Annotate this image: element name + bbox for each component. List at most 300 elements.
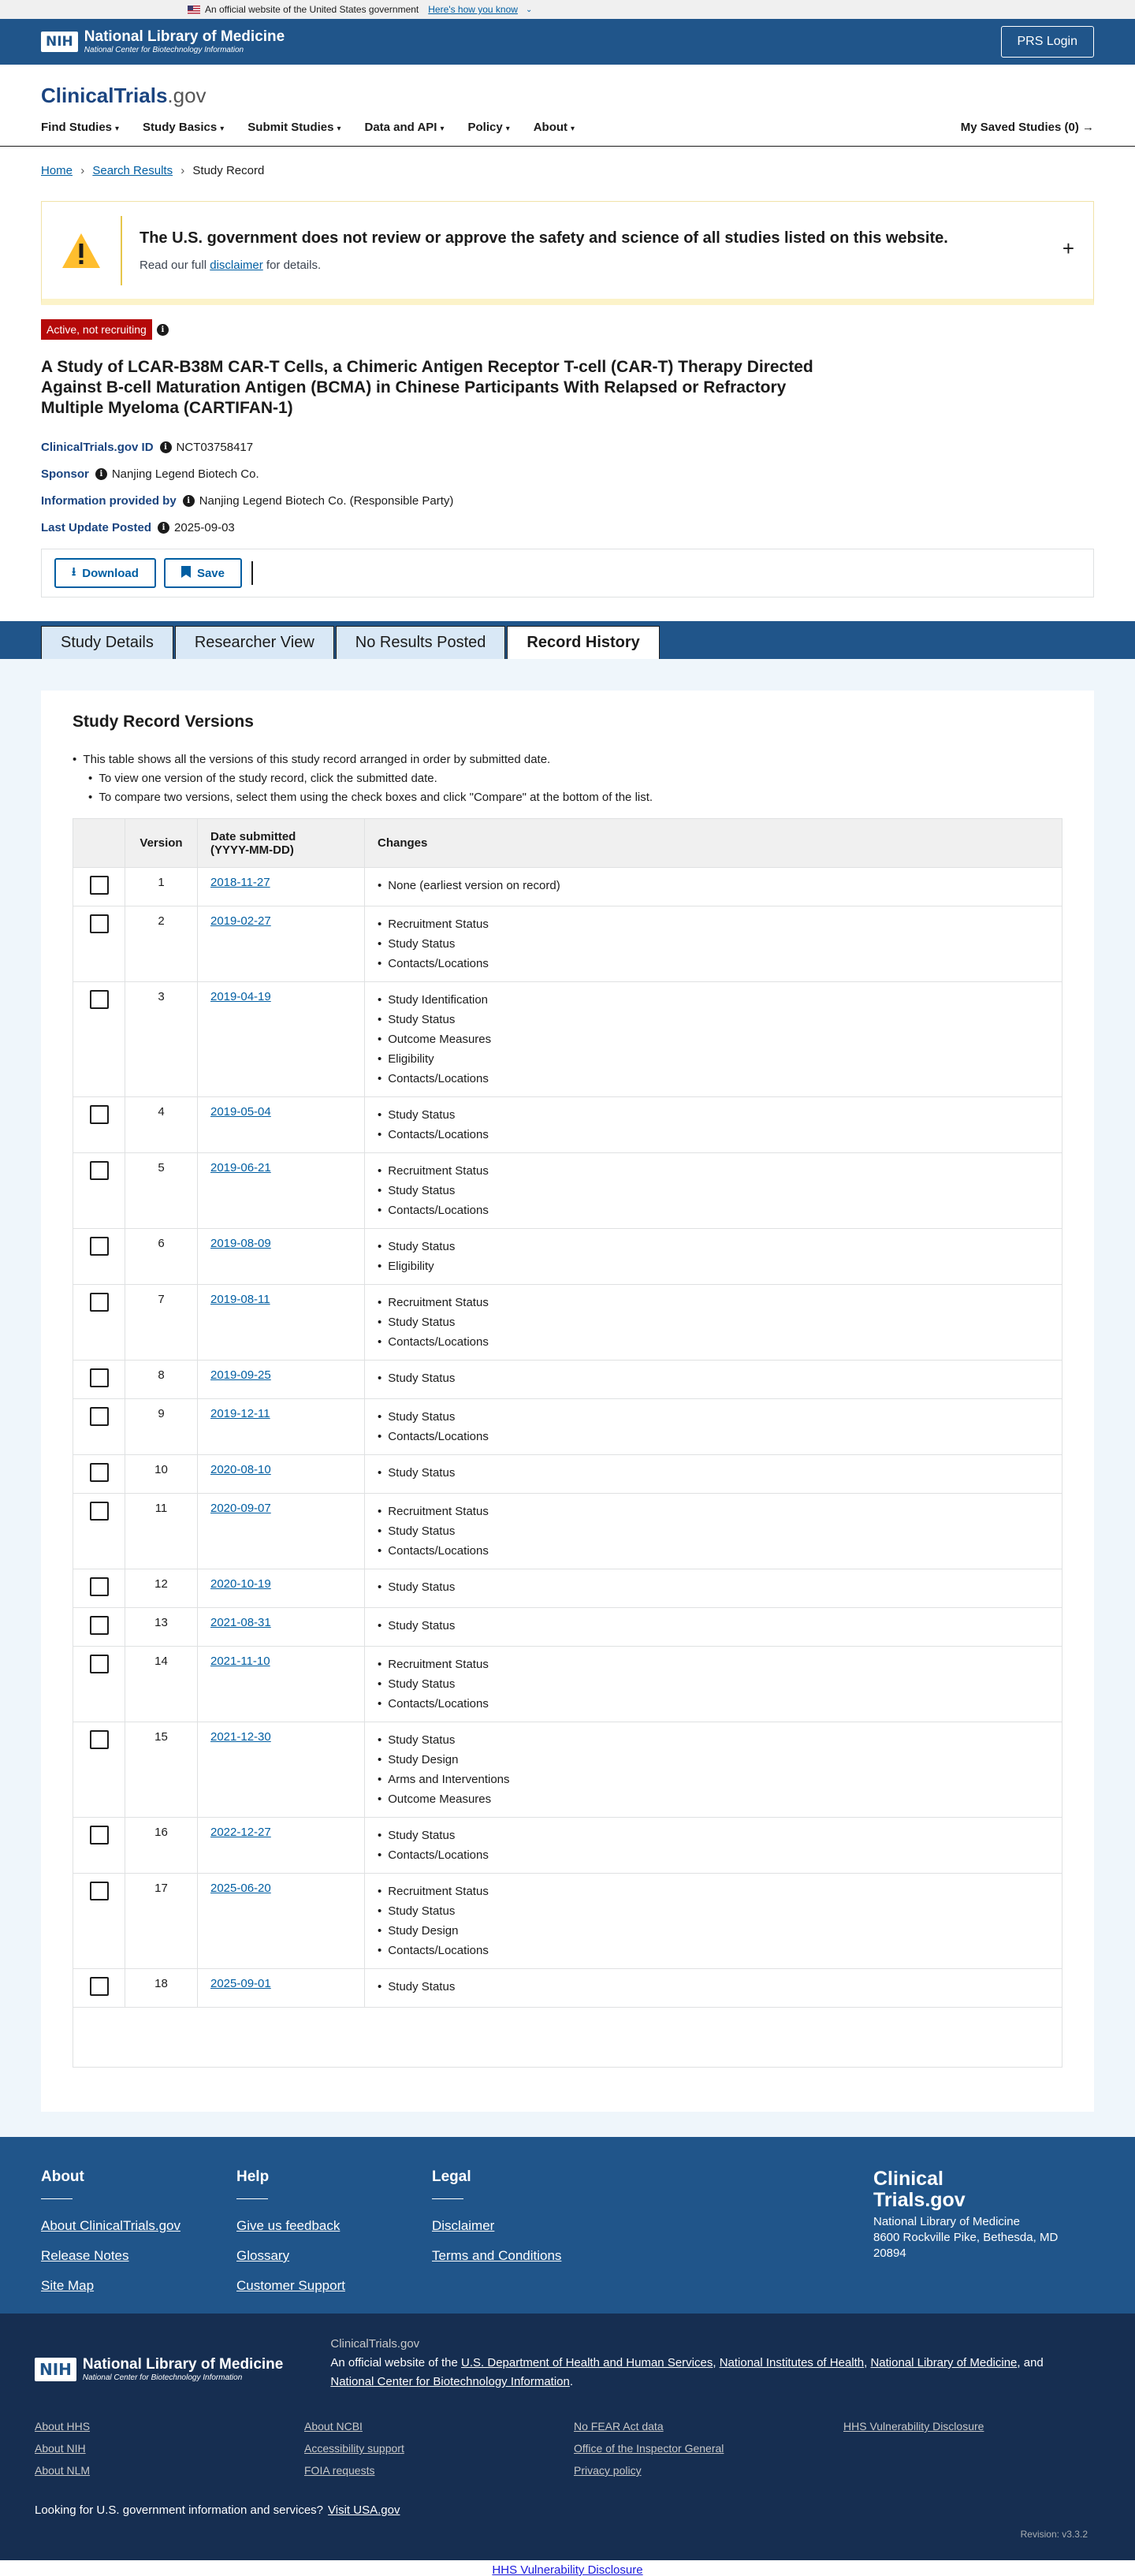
nav-item-policy[interactable]: Policy ▾ <box>467 121 510 134</box>
footer-link[interactable]: About ClinicalTrials.gov <box>41 2218 180 2233</box>
change-item: • Arms and Interventions <box>378 1770 1049 1789</box>
footer-identifier-link[interactable]: About NIH <box>35 2442 86 2455</box>
chevron-down-icon: ▾ <box>337 125 341 133</box>
version-number: 15 <box>125 1722 198 1818</box>
version-number: 13 <box>125 1608 198 1647</box>
chevron-down-icon: ▾ <box>440 125 445 133</box>
info-icon[interactable]: i <box>183 495 195 507</box>
changes-cell <box>365 1647 1062 1722</box>
table-row <box>73 1455 1062 1494</box>
change-item: • Contacts/Locations <box>378 1427 1049 1446</box>
footer-link[interactable]: Disclaimer <box>432 2218 495 2233</box>
select-cell <box>73 1229 125 1285</box>
footer-identifier-link[interactable]: About NLM <box>35 2464 91 2477</box>
select-cell <box>73 1153 125 1229</box>
main-content <box>0 659 1135 2137</box>
changes-cell <box>365 1285 1062 1361</box>
version-date-link[interactable]: 2020-09-07 <box>210 1502 271 1515</box>
changes-list <box>378 1105 1049 1145</box>
change-item: • Study Design <box>378 1750 1049 1770</box>
version-number: 8 <box>125 1361 198 1399</box>
date-cell <box>198 1361 365 1399</box>
change-item: • Study Status <box>378 1674 1049 1694</box>
changes-cell <box>365 1818 1062 1874</box>
bookmark-icon <box>181 566 191 581</box>
table-row <box>73 1722 1062 1818</box>
version-number: 18 <box>125 1969 198 2008</box>
nih-link[interactable]: National Institutes of Health <box>719 2356 865 2369</box>
footer-identifier-link[interactable]: HHS Vulnerability Disclosure <box>843 2420 984 2433</box>
select-cell <box>73 1361 125 1399</box>
footer-identifier-link <box>843 2442 1080 2455</box>
nlm-header <box>0 19 1135 65</box>
version-date-link[interactable]: 2025-06-20 <box>210 1882 271 1895</box>
date-cell <box>198 868 365 906</box>
change-item: • Contacts/Locations <box>378 1845 1049 1865</box>
version-number: 9 <box>125 1399 198 1455</box>
footer-link[interactable]: Site Map <box>41 2278 95 2293</box>
versions-intro <box>73 750 1062 807</box>
version-date-link[interactable]: 2021-12-30 <box>210 1730 271 1744</box>
footer-rule <box>41 2198 73 2199</box>
heres-how-you-know-link[interactable]: Here's how you know <box>428 4 518 15</box>
date-cell <box>198 1494 365 1569</box>
change-item: • Study Status <box>378 1312 1049 1332</box>
changes-list <box>378 1882 1049 1960</box>
nav-item-data-and-api[interactable]: Data and API ▾ <box>364 121 445 134</box>
version-date-link[interactable]: 2019-06-21 <box>210 1161 271 1174</box>
changes-list <box>378 1502 1049 1561</box>
changes-cell <box>365 1153 1062 1229</box>
expand-plus-icon[interactable]: + <box>1062 236 1074 260</box>
version-date-link[interactable]: 2021-08-31 <box>210 1616 271 1629</box>
footer-logo[interactable]: Clinical Trials.gov <box>873 2168 966 2211</box>
status-badge: Active, not recruiting <box>41 319 152 340</box>
version-number: 14 <box>125 1647 198 1722</box>
chevron-down-icon: ▾ <box>115 125 120 133</box>
intro-bullet: • To view one version of the study record, click the submitted date. <box>73 769 1062 788</box>
version-date-link[interactable]: 2019-12-11 <box>210 1407 270 1420</box>
date-cell <box>198 1455 365 1494</box>
intro-text: • This table shows all the versions of this study record arranged in order by submitted date. <box>73 750 1062 769</box>
change-item: • Contacts/Locations <box>378 1941 1049 1960</box>
meta-label: Information provided by <box>41 494 177 508</box>
table-row <box>73 1818 1062 1874</box>
footer-identifier-link[interactable]: Privacy policy <box>574 2464 642 2477</box>
change-item: • Eligibility <box>378 1256 1049 1276</box>
usagov-section: Looking for U.S. government information and services? Visit USA.gov <box>35 2503 400 2517</box>
column-header-version: Version <box>125 819 198 868</box>
change-item: • Study Design <box>378 1921 1049 1941</box>
version-checkbox[interactable] <box>90 1616 109 1635</box>
select-cell <box>73 982 125 1097</box>
breadcrumb-separator: › <box>180 164 185 177</box>
change-item: • Recruitment Status <box>378 1502 1049 1521</box>
version-checkbox[interactable] <box>90 1293 109 1312</box>
version-date-link[interactable]: 2022-12-27 <box>210 1826 271 1839</box>
change-item: • Study Status <box>378 1463 1049 1483</box>
version-checkbox[interactable] <box>90 1237 109 1256</box>
download-button[interactable]: ⭳ Download <box>54 558 156 588</box>
info-icon[interactable]: i <box>160 441 172 453</box>
version-number: 1 <box>125 868 198 906</box>
footer-brand <box>873 2168 1094 2282</box>
change-item: • Eligibility <box>378 1049 1049 1069</box>
meta-label: Sponsor <box>41 467 89 481</box>
changes-cell <box>365 1969 1062 2008</box>
my-saved-studies-link[interactable]: My Saved Studies (0) → <box>960 121 1094 134</box>
revision-text: Revision: v3.3.2 <box>1020 2529 1088 2540</box>
version-checkbox[interactable] <box>90 1105 109 1124</box>
date-cell <box>198 982 365 1097</box>
version-number: 3 <box>125 982 198 1097</box>
footer-links <box>35 2420 1100 2477</box>
change-item: • Recruitment Status <box>378 1655 1049 1674</box>
nlm-subtitle: National Center for Biotechnology Information <box>84 46 244 54</box>
study-meta <box>0 441 1135 534</box>
version-checkbox[interactable] <box>90 1463 109 1482</box>
footer-identifier-link[interactable]: No FEAR Act data <box>574 2420 664 2433</box>
meta-row <box>41 494 1094 508</box>
footer-col-title: Help <box>236 2168 270 2185</box>
footer-description: ClinicalTrials.gov An official website of the U.S. Department of Health and Human Services, National Institutes of Health, National Library of Medicine, and National Center for Biotechnology Information. <box>330 2337 1044 2388</box>
hhs-vulnerability-link[interactable]: HHS Vulnerability Disclosure <box>492 2563 643 2576</box>
site-logo[interactable]: ClinicalTrials.gov <box>41 84 207 107</box>
meta-value: NCT03758417 <box>176 441 254 454</box>
warning-icon <box>42 232 121 270</box>
footer-link[interactable]: Release Notes <box>41 2248 129 2263</box>
nlm-link[interactable]: National Library of Medicine <box>870 2356 1018 2369</box>
change-item: • Study Status <box>378 1901 1049 1921</box>
bottom-vulnerability-link-wrap <box>0 2560 1135 2576</box>
disclaimer-alert <box>41 201 1094 305</box>
date-cell <box>198 1229 365 1285</box>
footer-address: National Library of Medicine 8600 Rockville Pike, Bethesda, MD 20894 <box>873 2215 1059 2260</box>
changes-list <box>378 914 1049 973</box>
footer-col-legal <box>432 2168 627 2282</box>
version-number: 4 <box>125 1097 198 1153</box>
version-checkbox[interactable] <box>90 1882 109 1900</box>
table-row <box>73 1874 1062 1969</box>
change-item: • None (earliest version on record) <box>378 876 1049 895</box>
prs-login-button[interactable]: PRS Login <box>1001 26 1095 58</box>
record-history-card <box>41 691 1094 2112</box>
date-cell <box>198 1097 365 1153</box>
version-number: 6 <box>125 1229 198 1285</box>
select-cell <box>73 1818 125 1874</box>
change-item: • Study Status <box>378 1368 1049 1388</box>
meta-row <box>41 467 1094 481</box>
footer-identifier-link[interactable]: About HHS <box>35 2420 91 2433</box>
version-date-link[interactable]: 2019-05-04 <box>210 1105 271 1119</box>
changes-list <box>378 1237 1049 1276</box>
footer-rule <box>236 2198 268 2199</box>
breadcrumb-home[interactable]: Home <box>41 164 73 177</box>
changes-list <box>378 990 1049 1089</box>
changes-list <box>378 1977 1049 1997</box>
version-checkbox[interactable] <box>90 1407 109 1426</box>
breadcrumb-separator: › <box>80 164 85 177</box>
date-cell <box>198 1285 365 1361</box>
footer-col-title: About <box>41 2168 84 2185</box>
chevron-down-icon: ⌄ <box>525 5 533 14</box>
column-header-changes: Changes <box>365 819 1062 868</box>
change-item: • Study Status <box>378 1181 1049 1201</box>
version-date-link[interactable]: 2019-08-11 <box>210 1293 270 1306</box>
changes-cell <box>365 1494 1062 1569</box>
chevron-down-icon: ▾ <box>571 125 575 133</box>
changes-list <box>378 1826 1049 1865</box>
change-item: • Study Status <box>378 1010 1049 1029</box>
main-nav <box>41 121 1094 134</box>
study-actions <box>41 549 1094 597</box>
version-number: 16 <box>125 1818 198 1874</box>
column-header-select <box>73 819 125 868</box>
table-row <box>73 1097 1062 1153</box>
date-cell <box>198 1399 365 1455</box>
change-item: • Contacts/Locations <box>378 1332 1049 1352</box>
nlm-title: National Library of Medicine <box>84 28 285 45</box>
footer-link[interactable]: Customer Support <box>236 2278 345 2293</box>
version-checkbox[interactable] <box>90 1368 109 1387</box>
tab-record-history[interactable]: Record History <box>507 626 659 659</box>
table-row <box>73 1969 1062 2008</box>
info-icon[interactable]: i <box>157 324 169 336</box>
date-cell <box>198 1647 365 1722</box>
version-date-link[interactable]: 2025-09-01 <box>210 1977 271 1990</box>
nlm-logo[interactable] <box>41 29 285 54</box>
select-cell <box>73 1608 125 1647</box>
version-checkbox[interactable] <box>90 1502 109 1521</box>
date-cell <box>198 1818 365 1874</box>
changes-list <box>378 1616 1049 1636</box>
changes-list <box>378 1407 1049 1446</box>
meta-value: 2025-09-03 <box>174 521 235 534</box>
table-row <box>73 1153 1062 1229</box>
select-cell <box>73 1285 125 1361</box>
footer-link[interactable]: Give us feedback <box>236 2218 340 2233</box>
change-item: • Study Identification <box>378 990 1049 1010</box>
date-cell <box>198 906 365 982</box>
change-item: • Contacts/Locations <box>378 1201 1049 1220</box>
version-checkbox[interactable] <box>90 990 109 1009</box>
version-checkbox[interactable] <box>90 1730 109 1749</box>
table-row <box>73 906 1062 982</box>
footer-main <box>0 2137 1135 2314</box>
version-date-link[interactable]: 2021-11-10 <box>210 1655 270 1668</box>
site-header <box>0 65 1135 147</box>
date-cell <box>198 1969 365 2008</box>
table-row <box>73 1361 1062 1399</box>
date-cell <box>198 1569 365 1608</box>
change-item: • Outcome Measures <box>378 1789 1049 1809</box>
gov-banner-text: An official website of the United States government <box>205 4 419 15</box>
footer-identifier-link[interactable]: Office of the Inspector General <box>574 2442 724 2455</box>
version-number: 7 <box>125 1285 198 1361</box>
version-date-link[interactable]: 2018-11-27 <box>210 876 270 889</box>
chevron-down-icon: ▾ <box>505 125 510 133</box>
gov-banner <box>0 0 1135 19</box>
date-cell <box>198 1608 365 1647</box>
footer-identifier-link[interactable]: FOIA requests <box>304 2464 375 2477</box>
section-heading: Study Record Versions <box>73 713 254 731</box>
changes-cell <box>365 1569 1062 1608</box>
date-cell <box>198 1874 365 1969</box>
info-icon[interactable]: i <box>158 522 169 534</box>
footer-rule <box>432 2198 463 2199</box>
change-item: • Study Status <box>378 1616 1049 1636</box>
page-title: A Study of LCAR-B38M CAR-T Cells, a Chimeric Antigen Receptor T-cell (CAR-T) Therapy Directed Against B-cell Maturation Antigen (BCMA) in Chinese Participants With Relapsed or Refractory Multiple Myeloma (CARTIFAN-1) <box>41 358 813 417</box>
change-item: • Outcome Measures <box>378 1029 1049 1049</box>
meta-value: Nanjing Legend Biotech Co. (Responsible Party) <box>199 494 454 508</box>
column-header-date: Date submitted (YYYY-MM-DD) <box>198 819 365 868</box>
change-item: • Study Status <box>378 1521 1049 1541</box>
version-checkbox[interactable] <box>90 1577 109 1596</box>
version-date-link[interactable]: 2019-09-25 <box>210 1368 271 1382</box>
tab-no-results-posted[interactable]: No Results Posted <box>336 626 506 659</box>
changes-list <box>378 1577 1049 1597</box>
table-row <box>73 868 1062 906</box>
meta-value: Nanjing Legend Biotech Co. <box>111 467 259 481</box>
version-date-link[interactable]: 2020-08-10 <box>210 1463 271 1476</box>
changes-cell <box>365 1874 1062 1969</box>
change-item: • Study Status <box>378 1730 1049 1750</box>
breadcrumb-current: Study Record <box>192 164 265 177</box>
version-checkbox[interactable] <box>90 1826 109 1845</box>
version-number: 11 <box>125 1494 198 1569</box>
change-item: • Recruitment Status <box>378 1161 1049 1181</box>
footer-identifier-link <box>843 2464 1080 2477</box>
save-button[interactable]: Save <box>164 558 242 588</box>
version-checkbox[interactable] <box>90 914 109 933</box>
changes-cell <box>365 1361 1062 1399</box>
version-date-link[interactable]: 2020-10-19 <box>210 1577 271 1591</box>
alert-title: The U.S. government does not review or approve the safety and science of all studies listed on this website. <box>140 229 948 247</box>
meta-label: Last Update Posted <box>41 521 152 534</box>
nav-item-about[interactable]: About ▾ <box>533 121 575 134</box>
version-date-link[interactable]: 2019-02-27 <box>210 914 271 928</box>
change-item: • Contacts/Locations <box>378 1541 1049 1561</box>
changes-list <box>378 1368 1049 1388</box>
select-cell <box>73 1455 125 1494</box>
table-row <box>73 1229 1062 1285</box>
changes-list <box>378 1161 1049 1220</box>
versions-table <box>73 818 1062 2068</box>
change-item: • Contacts/Locations <box>378 1125 1049 1145</box>
usagov-link[interactable]: Visit USA.gov <box>328 2503 400 2517</box>
version-number: 5 <box>125 1153 198 1229</box>
change-item: • Recruitment Status <box>378 914 1049 934</box>
tab-researcher-view[interactable]: Researcher View <box>175 626 334 659</box>
version-number: 12 <box>125 1569 198 1608</box>
select-cell <box>73 1494 125 1569</box>
select-cell <box>73 1722 125 1818</box>
select-cell <box>73 868 125 906</box>
change-item: • Study Status <box>378 1237 1049 1256</box>
footer-identifier-link[interactable]: About NCBI <box>304 2420 363 2433</box>
nav-item-submit-studies[interactable]: Submit Studies ▾ <box>247 121 341 134</box>
footer-link[interactable]: Terms and Conditions <box>432 2248 562 2263</box>
select-cell <box>73 1399 125 1455</box>
select-cell <box>73 1647 125 1722</box>
table-row <box>73 1647 1062 1722</box>
meta-label: ClinicalTrials.gov ID <box>41 441 154 454</box>
table-row <box>73 1285 1062 1361</box>
footer-link[interactable]: Glossary <box>236 2248 290 2263</box>
version-checkbox[interactable] <box>90 1977 109 1996</box>
table-row <box>73 1569 1062 1608</box>
changes-cell <box>365 1097 1062 1153</box>
version-number: 2 <box>125 906 198 982</box>
version-date-link[interactable]: 2019-04-19 <box>210 990 271 1003</box>
nih-logo-box: NIH <box>41 32 78 52</box>
table-footer-spacer <box>73 2008 1062 2068</box>
changes-cell <box>365 1455 1062 1494</box>
nav-item-find-studies[interactable]: Find Studies ▾ <box>41 121 120 134</box>
table-row <box>73 1399 1062 1455</box>
footer-identifier-link[interactable]: Accessibility support <box>304 2442 404 2455</box>
change-item: • Contacts/Locations <box>378 1694 1049 1714</box>
table-row <box>73 1608 1062 1647</box>
changes-cell <box>365 982 1062 1097</box>
meta-row <box>41 441 1094 454</box>
tab-study-details[interactable]: Study Details <box>41 626 173 659</box>
changes-list <box>378 1293 1049 1352</box>
study-tabs <box>0 621 1135 659</box>
footer-col-about <box>41 2168 236 2293</box>
change-item: • Recruitment Status <box>378 1882 1049 1901</box>
footer-col-help <box>236 2168 432 2293</box>
alert-subtext: Read our full disclaimer for details. <box>140 258 322 272</box>
change-item: • Study Status <box>378 1977 1049 1997</box>
us-flag-icon <box>188 6 200 14</box>
breadcrumb <box>0 147 1135 195</box>
version-checkbox[interactable] <box>90 876 109 895</box>
change-item: • Study Status <box>378 1105 1049 1125</box>
breadcrumb-search-results[interactable]: Search Results <box>92 164 173 177</box>
select-cell <box>73 906 125 982</box>
version-checkbox[interactable] <box>90 1655 109 1673</box>
chevron-down-icon: ▾ <box>220 125 225 133</box>
table-row <box>73 1494 1062 1569</box>
disclaimer-link[interactable]: disclaimer <box>210 258 263 272</box>
changes-list <box>378 876 1049 895</box>
select-cell <box>73 1874 125 1969</box>
meta-row <box>41 521 1094 534</box>
info-icon[interactable]: i <box>95 468 107 480</box>
nav-item-study-basics[interactable]: Study Basics ▾ <box>143 121 225 134</box>
changes-list <box>378 1655 1049 1714</box>
date-cell <box>198 1722 365 1818</box>
footer-nlm-logo[interactable]: NIH National Library of Medicine National Center for Biotechnology Information <box>35 2347 283 2392</box>
change-item: • Study Status <box>378 1407 1049 1427</box>
change-item: • Contacts/Locations <box>378 954 1049 973</box>
version-checkbox[interactable] <box>90 1161 109 1180</box>
changes-list <box>378 1463 1049 1483</box>
version-number: 10 <box>125 1455 198 1494</box>
changes-cell <box>365 868 1062 906</box>
changes-cell <box>365 1399 1062 1455</box>
change-item: • Study Status <box>378 1826 1049 1845</box>
change-item: • Contacts/Locations <box>378 1069 1049 1089</box>
version-number: 17 <box>125 1874 198 1969</box>
ncbi-link[interactable]: National Center for Biotechnology Information <box>330 2375 570 2388</box>
changes-cell <box>365 1608 1062 1647</box>
hhs-link[interactable]: U.S. Department of Health and Human Services <box>461 2356 713 2369</box>
change-item: • Study Status <box>378 934 1049 954</box>
version-date-link[interactable]: 2019-08-09 <box>210 1237 271 1250</box>
select-cell <box>73 1569 125 1608</box>
